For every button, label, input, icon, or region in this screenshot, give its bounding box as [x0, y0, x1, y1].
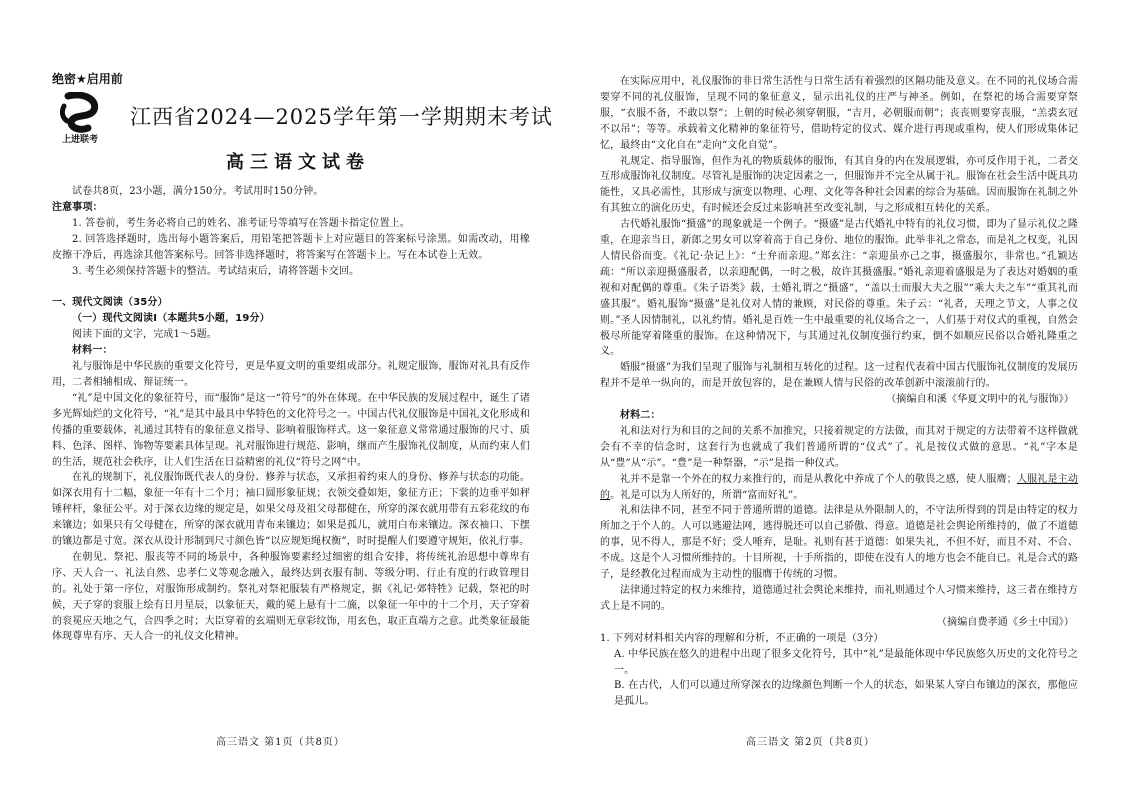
paragraph: 礼与服饰是中华民族的重要文化符号，更是华夏文明的重要组成部分。礼规定服饰，服饰对礼具有反作用，二者相辅相成、辩证统一。	[52, 361, 530, 388]
paragraph: 在朝见、祭祀、服丧等不同的场景中，各种服饰要素经过细密的组合安排，将传统礼治思想中尊卑有序、天人合一、礼法自然、忠孝仁义等观念融入，最终达到衣服有制、等级分明、行止有度的行政管理目的。礼处于第一序位，对服饰形成制约。祭礼对祭祀服装有严格规定，据《礼记·郊特牲》记载，祭祀的时候，天子穿的衮服上绘有日月星辰，以象征天，戴的冕上悬有十二旒，以象征一年中的十二个月，天子穿着的衮冕应天地之气，合四季之时；大臣穿着的玄端则无章彩纹饰，用玄色，取正直端方之意。此类象征最能体现尊卑有序、天人合一的礼仪文化精神。	[52, 551, 530, 643]
paragraph: 礼和法律不同，甚至不同于普通所谓的道德。法律是从外限制人的，不守法所得到的罚是由特定的权力所加之于个人的。人可以逃避法网，逃得脱还可以自己骄傲、得意。道德是社会舆论所维持的，做了不道德的事，见不得人，那是不好；受人唾弃，是耻。礼则有甚于道德：如果失礼，不但不好，而且不对、不合、不成。这是个人习惯所维持的。十目所视，十手所指的，即使在没有人的地方也会不能自已。礼是合式的路子，是经教化过程而成为主动性的服膺于传统的习惯。	[600, 505, 1078, 581]
paragraph: 礼和法对行为和目的之间的关系不加推究，只接着规定的方法做，而其对于规定的方法带着不这样做就会有不幸的信念时，这套行为也就成了我们普通所谓的“仪式”了。礼是按仪式做的意思。“礼”字本是从“豊”从“示”。“豊”是一种祭器，“示”是指一种仪式。	[600, 425, 1078, 469]
underlined-sentence: 人服礼是主动的	[600, 473, 1078, 501]
paragraph-text: 礼并不是靠一个外在的权力来推行的，而是从教化中养成了个人的敬畏之感，使人服膺；	[620, 473, 1017, 485]
material-label: 材料一：	[72, 345, 113, 357]
paragraph: “礼”是中国文化的象征符号，而“服饰”是这一“符号”的外在体现。在中华民族的发展过程中，诞生了诸多光辉灿烂的文化符号，“礼”是其中最具中华特色的文化符号之一。中国古代礼仪服饰是中国礼文化形成和传播的重要载体，礼通过其特有的象征意义指导、影响着服饰样式。这一象征意义常常通过服饰的尺寸、质料、色泽、图样、饰物等要素具体呈现。礼对服饰进行规范、影响，继而产生服饰礼仪制度，从而约束人们的生活，规范社会秩序，让人们生活在日益精密的礼仪“符号之网”中。	[52, 392, 530, 468]
paragraph: 礼规定、指导服饰，但作为礼的物质载体的服饰，有其自身的内在发展逻辑，亦可反作用于礼，二者交互形成服饰礼仪制度。尽管礼是服饰的决定因素之一，但服饰并不完全从属于礼。服饰在社会生活中既具功能性，又具必需性，其形成与演变以物理、心理、文化等各种社会因素的综合为基础。因而服饰在礼制之外有其独立的演化历史，有时候还会反过来影响甚至改变礼制，与之形成相互转化的关系。	[600, 155, 1078, 215]
page-footer: 高三语文 第1页（共8页）	[216, 737, 345, 748]
section-title: 一、现代文阅读（35分）	[52, 297, 168, 309]
left-column	[52, 184, 530, 645]
page-footer: 高三语文 第2页（共8页）	[746, 737, 875, 748]
paragraph: 在实际应用中，礼仪服饰的非日常生活性与日常生活有着强烈的区隔功能及意义。在不同的礼仪场合需要穿不同的礼仪服饰，呈现不同的象征意义，显示出礼仪的庄严与神圣。例如，在祭祀的场合需要穿祭服，“衣服不备，不敢以祭”；上朝的时候必须穿朝服，“吉月，必朝服而朝”；丧丧则要穿丧服，“羔裘玄冠不以吊”；等等。承载着文化精神的象征符号，借助特定的仪式、媒介进行再现或重构，使人们形成集体记忆，最终由“文化自在”走向“文化自觉”。	[600, 76, 1078, 151]
paragraph	[600, 472, 1078, 504]
paper-title: 高三语文试卷	[226, 152, 370, 173]
confidential-label: 绝密★启用前	[52, 72, 123, 86]
source-citation: （摘编自费孝通《乡土中国》）	[936, 616, 1074, 628]
paragraph: 古代婚礼服饰“摄盛”的现象就是一个例子。“摄盛”是古代婚礼中特有的礼仪习惯，即为了显示礼仪之隆重，在迎亲当日，新郎之男女可以穿着高于自己身份、地位的服饰。此举非礼之常态，而是礼之权变，礼因人情民俗而变。《礼记·杂记上》：“士弁而亲迎。”郑玄注：“亲迎虽亦己之事，摄盛服尔，非常也。”孔颖达疏：“所以亲迎摄盛服者，以亲迎配偶，一时之极，故许其摄盛服。”婚礼亲迎着盛服是为了表达对婚姻的重视和对配偶的尊重。《朱子语类》载，士婚礼谓之“摄盛”，“盖以士而服大夫之服”“乘大夫之车”“重其礼而盛其服”。婚礼服饰“摄盛”是礼仪对人情的兼顾，对民俗的尊重。朱子云：“礼者，天理之节文，人事之仪则。”圣人因情制礼，以礼约情。婚礼是百姓一生中最重要的礼仪场合之一，人们基于对仪式的重视，自然会极尽所能穿着隆重的服饰。在这种情况下，与其通过礼仪制度强行约束，倒不如顺应民俗以合婚礼隆重之义。	[600, 219, 1078, 358]
notice-item: 3. 考生必须保持答题卡的整洁。考试结束后，请将答题卡交回。	[72, 265, 360, 277]
subsection-title: （一）现代文阅读I（本题共5小题，19分）	[72, 313, 270, 325]
notice-item: 1. 答卷前，考生务必将自己的姓名、准考证号等填写在答题卡指定位置上。	[72, 217, 410, 229]
material-label: 材料二：	[620, 410, 661, 422]
exam-info: 试卷共8页，23小题，满分150分。考试用时150分钟。	[72, 186, 324, 197]
logo-caption: 上进联考	[61, 135, 98, 145]
source-citation: （摘编自和溪《华夏文明中的礼与服饰》）	[886, 394, 1074, 406]
option-a: A. 中华民族在悠久的进程中出现了很多文化符号，其中“礼”是最能体现中华民族悠久历史的文化符号之一。	[614, 648, 1078, 676]
option-b: B. 在古代，人们可以通过所穿深衣的边缘颜色判断一个人的状态，如果某人穿白布镶边的深衣，那他应是孤儿。	[614, 680, 1078, 708]
exam-title: 江西省2024—2025学年第一学期期末考试	[130, 105, 553, 129]
paragraph: 在礼的规制下，礼仪服饰既代表人的身份、修养与状态，又承担着约束人的身份、修养与状态的功能。如深衣用有十二幅，象征一年有十二个月；袖口圆形象征规；衣领交叠如矩，象征方正；下裳的边垂平如秤锤秤杆，象征公平。对于深衣边缘的规定是，如果父母及祖父母都健在，所穿的深衣就用带有五彩花纹的布来镶边；如果只有父母健在，所穿的深衣就用青布来镶边；如果是孤儿，就用白布来镶边。深衣袖口、下摆的镶边都是寸宽。深衣从设计形制到尺寸颜色皆“以应规矩绳权衡”，时时提醒人们要遵守规矩，依礼行事。	[52, 472, 530, 548]
left-page	[0, 0, 560, 792]
question-stem: 1. 下列对材料相关内容的理解和分析，不正确的一项是（3分）	[600, 632, 884, 644]
paragraph-text: 。礼是可以为人所好的，所谓“富而好礼”。	[610, 489, 804, 501]
paragraph: 法律通过特定的权力来维持，道德通过社会舆论来维持，而礼则通过个人习惯来维持，这三者在维持方式上是不同的。	[600, 585, 1078, 612]
paragraph: 婚服“摄盛”为我们呈现了服饰与礼制相互转化的过程。这一过程代表着中国古代服饰礼仪制度的发展历程并不是单一纵向的，而是开放包容的，是在兼顾人情与民俗的改革创新中滚滚前行的。	[600, 362, 1078, 390]
right-column	[600, 74, 1078, 710]
notice-title: 注意事项：	[52, 201, 103, 213]
instruction: 阅读下面的文字，完成1～5题。	[72, 329, 217, 341]
notice-item: 2. 回答选择题时，选出每小题答案后，用铅笔把答题卡上对应题目的答案标号涂黑。如需改动，用橡皮擦干净后，再选涂其他答案标号。回答非选择题时，将答案写在答题卡上。写在本试卷上无效。	[52, 233, 530, 261]
